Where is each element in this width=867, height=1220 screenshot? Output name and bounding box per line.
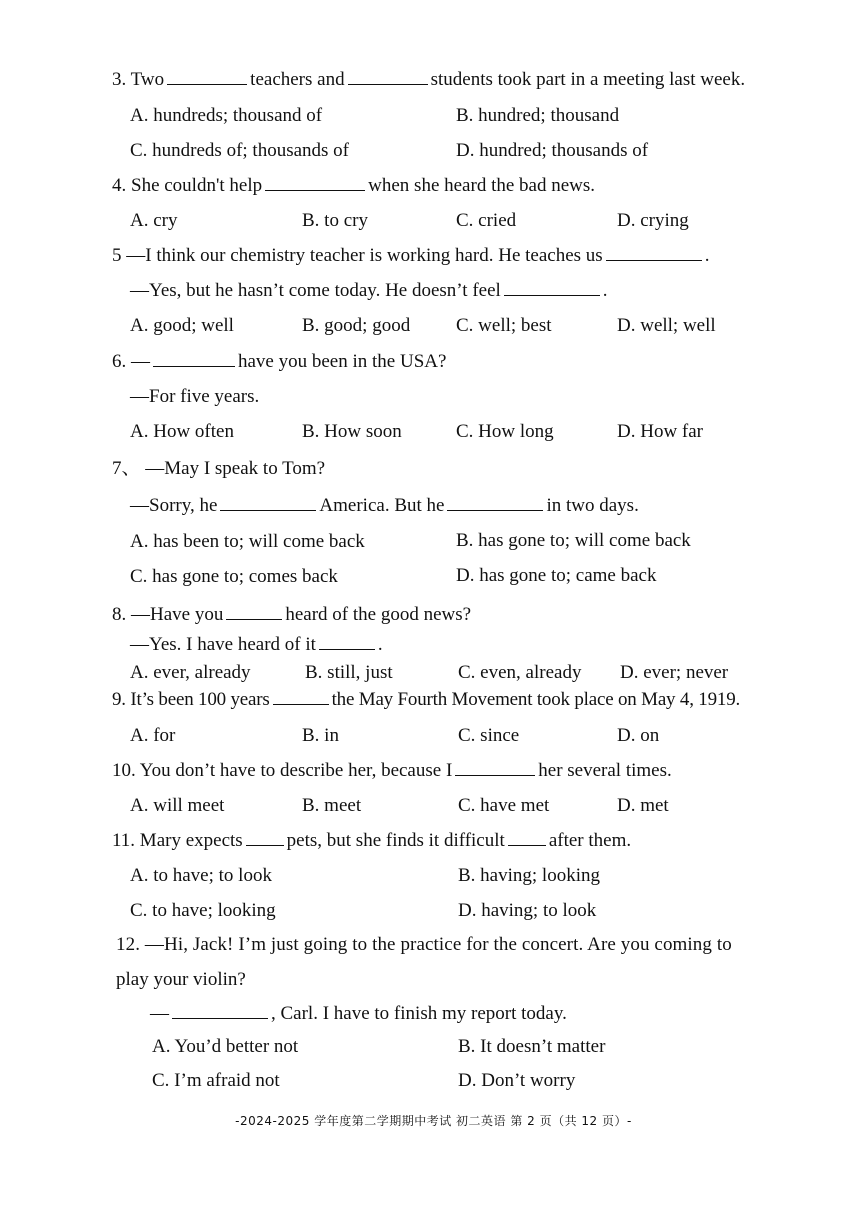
q8-text-1: 8. —Have you (112, 604, 224, 625)
q12-reply-text-1: — (150, 1003, 169, 1024)
q10-option-a: A. will meet (130, 795, 225, 816)
q5-text-1: 5 —I think our chemistry teacher is working hard. He teaches us (112, 245, 603, 266)
answer-blank (153, 350, 235, 367)
q4-option-a: A. cry (130, 210, 178, 231)
q8-option-c: C. even, already (458, 662, 582, 683)
q7-option-d: D. has gone to; came back (456, 565, 657, 586)
q9-option-a: A. for (130, 725, 176, 746)
question-12-cont: play your violin? (116, 969, 246, 990)
q5-text-2: . (704, 245, 710, 266)
q8-option-a: A. ever, already (130, 662, 251, 683)
q3-option-c: C. hundreds of; thousands of (130, 140, 350, 161)
answer-blank (504, 279, 600, 296)
q11-option-c: C. to have; looking (130, 900, 276, 921)
question-9 (112, 688, 740, 712)
q6-option-b: B. How soon (302, 421, 402, 442)
q12-option-d: D. Don’t worry (458, 1070, 576, 1091)
answer-blank (447, 494, 543, 511)
question-5-reply (130, 279, 608, 303)
q6-text-2: have you been in the USA? (238, 351, 447, 372)
question-10 (112, 759, 672, 783)
q7-reply-text-3: in two days. (546, 495, 639, 516)
q5-reply-text-1: —Yes, but he hasn’t come today. He doesn’t feel (130, 280, 501, 301)
q5-option-b: B. good; good (302, 315, 411, 336)
q9-option-c: C. since (458, 725, 520, 746)
q12-option-b: B. It doesn’t matter (458, 1036, 606, 1057)
q3-option-d: D. hundred; thousands of (456, 140, 649, 161)
q5-reply-text-2: . (602, 280, 608, 301)
question-12: 12. —Hi, Jack! I’m just going to the practice for the concert. Are you coming to (116, 934, 732, 955)
q12-reply-text-2: , Carl. I have to finish my report today. (271, 1003, 567, 1024)
q11-text-1: 11. Mary expects (112, 830, 243, 851)
q3-option-b: B. hundred; thousand (456, 105, 620, 126)
answer-blank (319, 633, 375, 650)
answer-blank (348, 68, 428, 85)
q4-text-2: when she heard the bad news. (368, 175, 596, 196)
q5-option-d: D. well; well (617, 315, 716, 336)
q7-option-b: B. has gone to; will come back (456, 530, 691, 551)
q10-text-1: 10. You don’t have to describe her, because I (112, 760, 453, 781)
answer-blank (508, 829, 546, 846)
q4-option-d: D. crying (617, 210, 689, 231)
q7-reply-text-2: America. But he (319, 495, 445, 516)
q11-text-3: after them. (548, 830, 632, 851)
q9-option-d: D. on (617, 725, 660, 746)
q6-option-c: C. How long (456, 421, 554, 442)
answer-blank (273, 688, 329, 705)
q10-option-c: C. have met (458, 795, 550, 816)
question-6 (112, 350, 446, 374)
q6-option-d: D. How far (617, 421, 704, 442)
q8-option-d: D. ever; never (620, 662, 729, 683)
question-8 (112, 603, 471, 627)
q9-text-2: the May Fourth Movement took place on May 4, 1919. (331, 689, 741, 710)
q3-option-a: A. hundreds; thousand of (130, 105, 323, 126)
q12-option-c: C. I’m afraid not (152, 1070, 280, 1091)
answer-blank (220, 494, 316, 511)
page-footer: -2024-2025 学年度第二学期期中考试 初二英语 第 2 页（共 12 页）- (235, 1114, 632, 1128)
q7-reply-text-1: —Sorry, he (130, 495, 218, 516)
q12-option-a: A. You’d better not (152, 1036, 299, 1057)
q4-option-b: B. to cry (302, 210, 368, 231)
q11-option-a: A. to have; to look (130, 865, 272, 886)
q4-option-c: C. cried (456, 210, 517, 231)
q6-text-1: 6. — (112, 351, 150, 372)
answer-blank (172, 1002, 268, 1019)
q6-option-a: A. How often (130, 421, 234, 442)
question-3 (112, 68, 745, 92)
q11-text-2: pets, but she finds it difficult (286, 830, 505, 851)
q5-option-a: A. good; well (130, 315, 234, 336)
q11-option-b: B. having; looking (458, 865, 600, 886)
answer-blank (606, 244, 702, 261)
q7-option-c: C. has gone to; comes back (130, 566, 338, 587)
q8-text-2: heard of the good news? (285, 604, 472, 625)
question-5 (112, 244, 709, 268)
q7-option-a: A. has been to; will come back (130, 531, 365, 552)
q8-reply-text-1: —Yes. I have heard of it (130, 634, 316, 655)
q3-text-1: 3. Two (112, 69, 165, 90)
answer-blank (246, 829, 284, 846)
q6-reply: —For five years. (130, 386, 260, 407)
q8-reply-text-2: . (377, 634, 383, 655)
q4-text-1: 4. She couldn't help (112, 175, 263, 196)
q3-text-2: teachers and (250, 69, 345, 90)
answer-blank (167, 68, 247, 85)
q9-text-1: 9. It’s been 100 years (112, 689, 270, 710)
question-11 (112, 829, 631, 853)
q5-option-c: C. well; best (456, 315, 552, 336)
question-12-reply (150, 1002, 567, 1026)
question-8-reply (130, 633, 383, 657)
q3-text-3: students took part in a meeting last week. (430, 69, 746, 90)
q10-option-d: D. met (617, 795, 669, 816)
answer-blank (226, 603, 282, 620)
q9-option-b: B. in (302, 725, 339, 746)
q11-option-d: D. having; to look (458, 900, 597, 921)
question-4 (112, 174, 595, 198)
question-7-reply (130, 494, 639, 518)
answer-blank (455, 759, 535, 776)
answer-blank (265, 174, 365, 191)
q10-text-2: her several times. (538, 760, 672, 781)
q10-option-b: B. meet (302, 795, 362, 816)
q8-option-b: B. still, just (305, 662, 393, 683)
question-7: 7、 —May I speak to Tom? (112, 458, 326, 479)
